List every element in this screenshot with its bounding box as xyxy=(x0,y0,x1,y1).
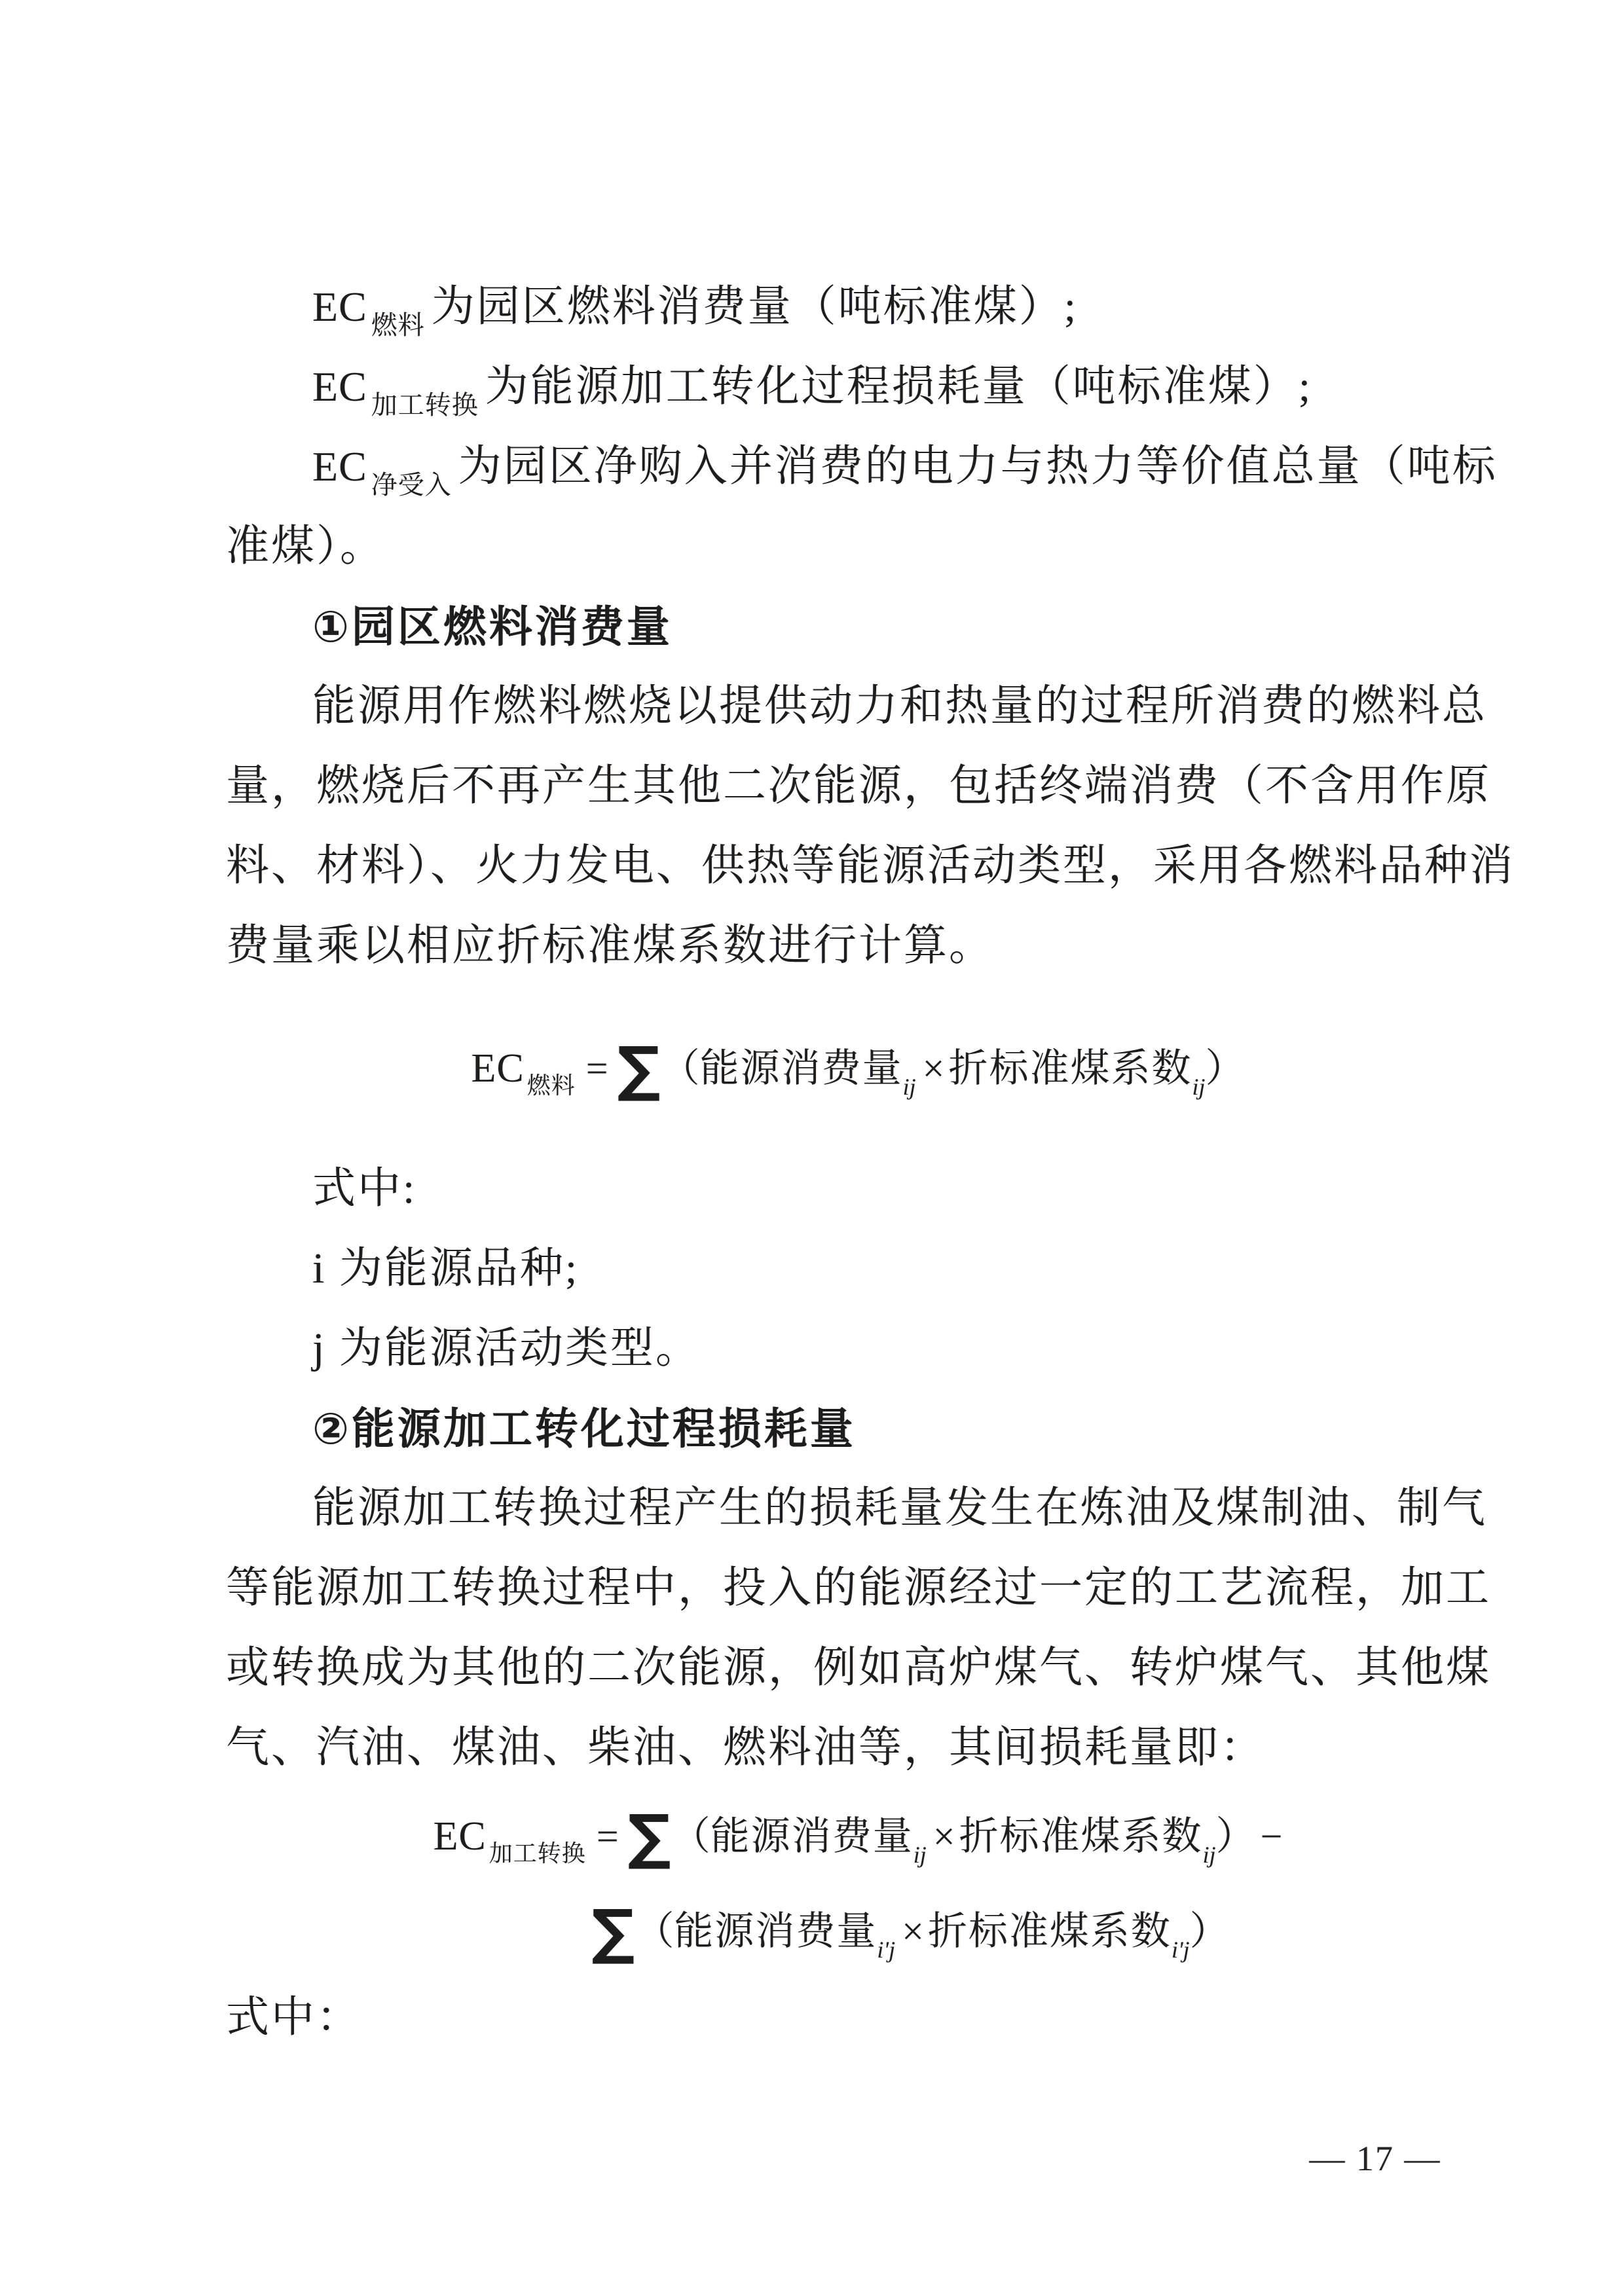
equals-sign: = xyxy=(585,1047,608,1090)
formula-processing-loss-line2 xyxy=(278,1883,1542,1978)
minus-sign: − xyxy=(1260,1815,1283,1858)
ec-subscript: 燃料 xyxy=(371,310,425,340)
formula-subscript-ij: ij xyxy=(1192,1074,1206,1100)
formula-term-energy-consumption: 能源消费量 xyxy=(699,1047,903,1090)
ec-definition-net-input xyxy=(226,427,1498,507)
ec-subscript: 加工转换 xyxy=(371,390,479,420)
paragraph1-line-2: 量，燃烧后不再产生其他二次能源，包括终端消费（不含用作原 xyxy=(226,762,1491,810)
formula-subscript-i-prime-j: i'j xyxy=(1171,1937,1190,1963)
paragraph2-line-1: 能源加工转换过程产生的损耗量发生在炼油及煤制油、制气 xyxy=(312,1484,1487,1532)
sigma-symbol: ∑ xyxy=(617,1034,661,1104)
section-heading-1: ①园区燃料消费量 xyxy=(312,602,673,651)
formula-term-coal-coefficient: 折标准煤系数 xyxy=(959,1815,1203,1858)
definition-text: 为园区燃料消费量（吨标准煤）; xyxy=(431,283,1079,331)
where-label-2: 式中： xyxy=(226,1994,361,2041)
formula-subscript-ij: ij xyxy=(913,1842,927,1868)
formula-ec-subscript: 燃料 xyxy=(526,1072,576,1099)
paragraph1-line-3: 料、材料）、火力发电、供热等能源活动类型，采用各燃料品种消 xyxy=(226,842,1515,890)
where-label-1: 式中: xyxy=(312,1165,417,1212)
ec-subscript: 净受入 xyxy=(371,470,452,500)
multiply-sign: × xyxy=(922,1047,945,1090)
section-heading-2: ②能源加工转化过程损耗量 xyxy=(312,1404,856,1453)
ec-definition-continuation: 准煤）。 xyxy=(226,522,385,570)
ec-symbol: EC xyxy=(312,363,367,410)
open-paren: （ xyxy=(635,1910,674,1953)
paragraph1-line-4: 费量乘以相应折标准煤系数进行计算。 xyxy=(226,922,994,970)
open-paren: （ xyxy=(671,1815,710,1858)
ec-symbol: EC xyxy=(312,283,367,330)
formula-term-coal-coefficient: 折标准煤系数 xyxy=(948,1047,1192,1090)
formula-subscript-i-prime-j: i'j xyxy=(877,1937,896,1963)
paragraph1-line-1: 能源用作燃料燃烧以提供动力和热量的过程所消费的燃料总 xyxy=(312,682,1487,730)
formula-subscript-ij: ij xyxy=(1202,1842,1216,1868)
ec-definition-processing xyxy=(226,347,1490,427)
ec-symbol: EC xyxy=(312,443,367,490)
formula-ec-symbol: EC xyxy=(433,1814,487,1859)
formula-ec-subscript: 加工转换 xyxy=(489,1840,586,1867)
variable-j-definition: j 为能源活动类型。 xyxy=(312,1324,701,1372)
close-paren: ） xyxy=(1205,1047,1245,1090)
formula-subscript-ij: ij xyxy=(902,1074,916,1100)
multiply-sign: × xyxy=(902,1910,924,1953)
document-body xyxy=(226,267,1515,2058)
ec-definition-fuel xyxy=(226,267,1490,347)
multiply-sign: × xyxy=(932,1815,955,1858)
sigma-symbol: ∑ xyxy=(627,1802,671,1872)
sigma-symbol: ∑ xyxy=(591,1897,635,1967)
paragraph2-line-3: 或转换成为其他的二次能源，例如高炉煤气、转炉煤气、其他煤 xyxy=(226,1644,1491,1692)
close-paren: ） xyxy=(1189,1910,1229,1953)
paragraph2-line-2: 等能源加工转换过程中，投入的能源经过一定的工艺流程，加工 xyxy=(226,1564,1491,1612)
formula-term-energy-consumption: 能源消费量 xyxy=(674,1910,877,1953)
paragraph2-line-4: 气、汽油、煤油、柴油、燃料油等，其间损耗量即： xyxy=(226,1724,1265,1772)
formula-processing-loss-line1 xyxy=(226,1788,1490,1883)
formula-term-energy-consumption: 能源消费量 xyxy=(710,1815,913,1858)
close-paren: ） xyxy=(1215,1815,1255,1858)
formula-fuel-consumption xyxy=(226,986,1490,1149)
formula-term-coal-coefficient: 折标准煤系数 xyxy=(927,1910,1172,1953)
definition-text: 为能源加工转化过程损耗量（吨标准煤）; xyxy=(485,363,1313,410)
variable-i-definition: i 为能源品种; xyxy=(312,1245,580,1292)
definition-text: 为园区净购入并消费的电力与热力等价值总量（吨标 xyxy=(458,443,1498,490)
formula-ec-symbol: EC xyxy=(471,1046,525,1091)
open-paren: （ xyxy=(660,1047,700,1090)
page-number: — 17 — xyxy=(1309,2139,1441,2178)
equals-sign: = xyxy=(596,1815,619,1858)
